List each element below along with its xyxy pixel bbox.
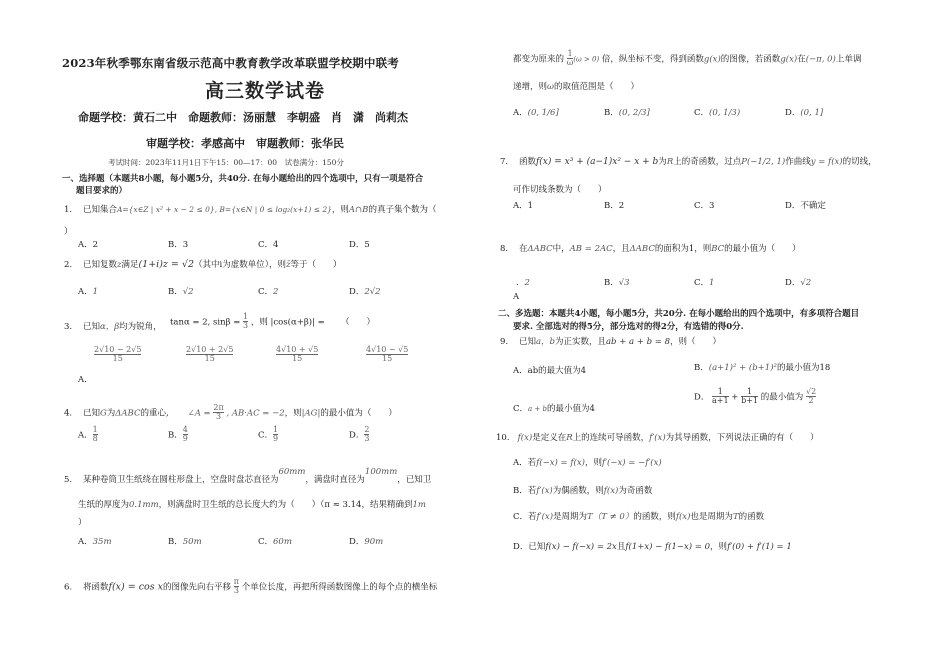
q5-option-c: C．60m <box>258 537 292 547</box>
q10-line: 10. f(x)是定义在R上的连续可导函数，f′(x)为其导函数，下列说法正确的有（ ） <box>496 433 819 443</box>
q6-line: 6. 将函数f(x) = cos x的图像先向右平移 $\frac{\pi}{3}$ 个单位长度，再把所得函数图像上的每个点的横坐标 <box>64 577 438 596</box>
q3-option-a-label: A． <box>78 375 93 385</box>
q6-option-d: D．(0, 1] <box>785 108 824 118</box>
q1-sets: A={x∈Z | x² + x − 2 ≤ 0}, B={x∈N | 0 ≤ log₂(x+1) ≤ 2} <box>116 205 332 214</box>
q2-zbar: z̄ <box>286 260 291 270</box>
q1-option-a: A．2 <box>78 240 99 250</box>
q3-paren: （ ） <box>340 317 375 328</box>
q4-option-c: C． $\frac{1}{9}$ <box>258 425 279 444</box>
q2-text2: 满足 <box>121 260 139 270</box>
q9-option-a: A．ab的最大值为4 <box>513 366 587 376</box>
q4-dot-product: , AB·AC = −2 <box>226 408 285 419</box>
q8-line: 8. 在ΔABC中，AB = 2AC，且ΔABC的面积为1，则BC的最小值为（ ） <box>500 244 801 254</box>
q9-option-c: C．a + b的最小值为4 <box>513 404 595 414</box>
q4-triangle: ΔABC <box>115 408 141 419</box>
q2-z: z <box>116 260 122 270</box>
q10-option-b: B．若f′(x)为偶函数，则f(x)为奇函数 <box>513 486 653 496</box>
q5-line2: 生纸的厚度为0.1mm，则满盘时卫生纸的总长度大约为（ ）（π ≈ 3.14，结果精确到1m <box>78 500 426 510</box>
q3-text: 已知 <box>82 322 100 332</box>
section2-title-line2: 要求. 全部选对的得5分，部分选对的得2分，有选错的得0分. <box>513 322 744 332</box>
q4-number: 4. <box>64 408 73 419</box>
q2-number: 2. <box>64 260 73 270</box>
q5-number: 5. <box>64 475 73 485</box>
q8-number: 8. <box>500 244 509 254</box>
q3-option-b: $\frac{2√10 + 2√5}{15}$ <box>186 345 234 364</box>
q4-option-a: A． $\frac{1}{8}$ <box>78 425 98 444</box>
q2-line <box>64 258 342 270</box>
q10-number: 10. <box>496 433 510 443</box>
section1-title-line1: 一、选择题（本题共8小题，每小题5分，共40分. 在每小题给出的四个选项中，只有一项是符合 <box>62 174 424 184</box>
q8-option-c: C．1 <box>694 278 715 288</box>
reviewers-line: 审题学校：孝感高中 审题教师：张华民 <box>146 137 344 150</box>
q2-option-a: A．1 <box>78 287 99 297</box>
q1-option-c: C．4 <box>258 240 279 250</box>
left-column <box>62 0 462 658</box>
q6-option-c: C．(0, 1/3) <box>694 108 741 118</box>
q7-number: 7. <box>500 157 509 167</box>
q5-option-b: B．50m <box>168 537 202 547</box>
q4-option-b: B． $\frac{4}{9}$ <box>168 425 188 444</box>
q2-option-c: C．2 <box>258 287 279 297</box>
q1-option-d: D．5 <box>349 240 370 250</box>
subject-title: 高三数学试卷 <box>205 80 326 102</box>
q4-ag: |AG| <box>301 408 321 419</box>
q6-option-b: B．(0, 2/3] <box>604 108 650 118</box>
q1-intersection: A∩B <box>348 205 369 215</box>
q7-option-c: C．3 <box>694 201 715 211</box>
q9-line: 9. 已知a，b为正实数，且ab + a + b = 8，则（ ） <box>500 337 722 347</box>
q7-line: 7. 函数f(x) = x³ + (a−1)x² − x + b为R上的奇函数，过点P(−1/2, 1)作曲线y = f(x)的切线， <box>500 157 877 167</box>
q1-text: 已知集合 <box>82 205 117 215</box>
q3-vars: α，β <box>99 322 120 332</box>
q2-option-d: D．2√2 <box>349 287 381 297</box>
q7-line2: 可作切线条数为（ ） <box>513 185 607 195</box>
q9-option-b: B．(a+1)² + (b+1)²的最小值为18 <box>694 363 831 373</box>
q5-close: ） <box>78 518 87 528</box>
q10-option-a: A．若f(−x) = f(x)，则f′(−x) = −f′(x) <box>513 458 662 468</box>
q3-line <box>64 320 162 332</box>
q7-option-a: A．1 <box>513 201 534 211</box>
q2-text: 已知复数 <box>82 260 117 270</box>
q6-option-a: A．(0, 1/6] <box>513 108 559 118</box>
section2-title-line1: 二、多选题：本题共4小题，每小题5分，共20分. 在每小题给出的四个选项中，有多项符合题目 <box>498 309 860 319</box>
q7-option-b: B．2 <box>604 201 625 211</box>
q3-condition: tanα = 2, sinβ = $\frac{1}{3}$ ，则 |cos(α+β)| = （ ） <box>170 312 375 331</box>
q2-text4: 等于（ ） <box>290 260 342 270</box>
right-column <box>496 0 900 658</box>
q3-option-d: $\frac{4√10 - √5}{15}$ <box>366 345 409 364</box>
q6-shift-fraction: $\frac{\pi}{3}$ <box>233 577 240 596</box>
q4-angle-fraction: $\frac{2\pi}{3}$ <box>213 403 224 422</box>
q5-option-a: A．35m <box>78 537 112 547</box>
q9-number: 9. <box>500 337 509 347</box>
q2-option-b: B．√2 <box>168 287 194 297</box>
q1-close: ） <box>64 227 73 237</box>
q1-option-b: B．3 <box>168 240 189 250</box>
q3-sinb-fraction: $\frac{1}{3}$ <box>243 312 249 331</box>
q3-text2: 均为锐角， <box>119 322 162 332</box>
q6-number: 6. <box>64 582 73 593</box>
q1-text3: 的真子集个数为（ <box>368 205 437 215</box>
q5-option-d: D．90m <box>349 537 384 547</box>
q8-option-b: B．√3 <box>604 278 630 288</box>
exam-time-info: 考试时间：2023年11月1日下午15：00—17：00 试卷满分：150分 <box>108 158 344 167</box>
q8-option-d: D．√2 <box>785 278 812 288</box>
q1-line <box>64 203 436 215</box>
q3-option-a: $\frac{2√10 - 2√5}{15}$ <box>94 345 142 364</box>
q3-number: 3. <box>64 322 73 332</box>
q6-continued-line2: 递增，则ω的取值范围是（ ） <box>513 82 639 92</box>
q3-option-c: $\frac{4√10 + √5}{15}$ <box>276 345 319 364</box>
exam-title: 2023年秋季鄂东南省级示范高中教育教学改革联盟学校期中联考 <box>62 56 400 70</box>
q5-line1: 5. 某种卷筒卫生纸绕在圆柱形盘上，空盘时盘芯直径为60mm，满盘时直径为100mm，已知卫 <box>64 467 432 485</box>
section1-title-line2: 题目要求的） <box>76 186 128 196</box>
q4-line: 4. 已知G为ΔABC的重心, ∠A = $\frac{2\pi}{3}$ , AB·AC = −2，则|AG|的最小值为（ ） <box>64 403 397 422</box>
q10-option-d: D．已知f(x) − f(−x) = 2x且f(1+x) − f(1−x) = 0，则f′(0) + f′(1) = 1 <box>513 542 792 552</box>
q7-option-d: D．不确定 <box>785 201 826 211</box>
q4-g: G <box>99 408 107 419</box>
q6-continued-line1: 都变为原来的 $\frac{1}{\omega}$ (ω > 0) 倍，纵坐标不变，得到函数g(x)的图像，若函数g(x)在(−π, 0)上单调 <box>513 49 862 68</box>
q9-option-d: D． $\frac{1}{a+1}$ + $\frac{1}{b+1}$ 的最小值为 $\frac{√2}{2}$ <box>694 387 817 406</box>
q1-text2: ，则 <box>331 205 349 215</box>
q4-option-d: D． $\frac{2}{3}$ <box>349 425 370 444</box>
q2-equation: (1+i)z = √2 <box>138 259 195 270</box>
proposers-line: 命题学校：黄石二中 命题教师：汤丽慧 李朝盛 肖 潇 尚莉杰 <box>78 111 408 124</box>
q8-option-a: ．2 <box>516 278 530 288</box>
q2-text3: （其中i为虚数单位），则 <box>194 260 286 270</box>
q1-number: 1. <box>64 205 73 215</box>
q8-option-a-letter: A <box>513 292 520 302</box>
q10-option-c: C．若f′(x)是周期为T（T ≠ 0）的函数，则f(x)也是周期为T的函数 <box>513 512 765 522</box>
